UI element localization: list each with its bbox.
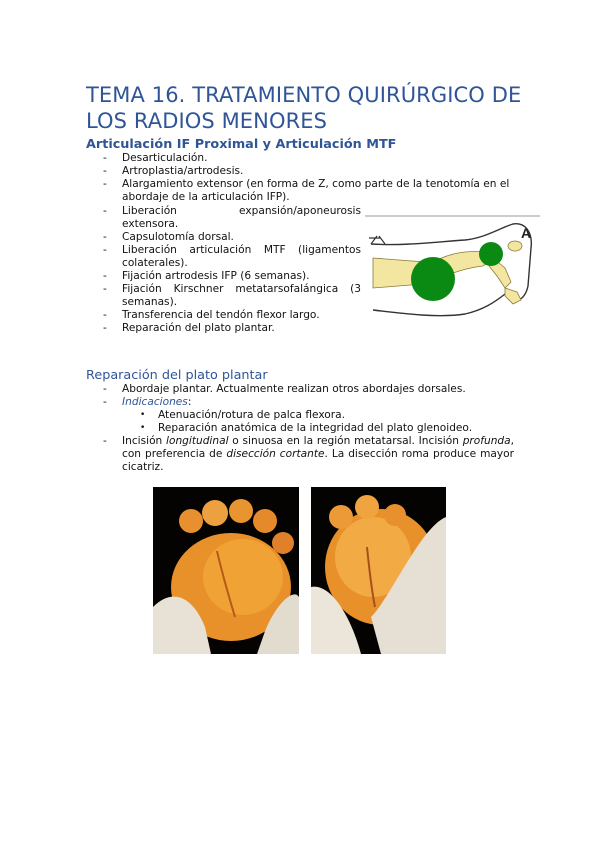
list-item: • Atenuación/rotura de palca flexora.	[140, 409, 345, 421]
list-item: - Artroplastia/artrodesis.	[103, 165, 244, 177]
page-title: TEMA 16. TRATAMIENTO QUIRÚRGICO DE LOS RADIOS MENORES	[86, 83, 522, 133]
figure-label: A	[521, 225, 532, 241]
list-item: - Fijación Kirschner metatarsofalángica (3 semanas).	[103, 283, 361, 308]
procedures-list	[86, 152, 514, 204]
list-item: - Fijación artrodesis IFP (6 semanas).	[103, 270, 310, 282]
list-item: - Capsulotomía dorsal.	[103, 231, 234, 243]
list-item: • Reparación anatómica de la integridad del plato glenoideo.	[140, 422, 473, 434]
surgical-photo-right	[311, 487, 446, 654]
procedures-list-narrow	[86, 205, 361, 335]
list-item: - Transferencia del tendón flexor largo.	[103, 309, 320, 321]
list-item: - Liberación articulación MTF (ligamentos colaterales).	[103, 244, 361, 269]
list-item: - Alargamiento extensor (en forma de Z, como parte de la tenotomía en el abordaje de la articulación IFP).	[103, 178, 510, 203]
mtf-joint-marker	[411, 257, 455, 301]
list-item: - Indicaciones: • Atenuación/rotura de palca flexora. • Reparación anatómica de la integridad del plato glenoideo.	[86, 396, 514, 435]
section-heading-plato-plantar: Reparación del plato plantar	[86, 368, 268, 383]
plantar-plate-list	[86, 383, 514, 474]
list-item: - Liberación expansión/aponeurosis extensora.	[103, 205, 361, 230]
surgical-photo-left	[153, 487, 299, 654]
section-heading-if-mtf: Articulación IF Proximal y Articulación MTF	[86, 137, 397, 152]
list-item: - Incisión longitudinal o sinuosa en la región metatarsal. Incisión profunda, con preferencia de disección cortante. La disección roma produce mayor cicatriz.	[103, 435, 514, 473]
list-item: - Desarticulación.	[103, 152, 208, 164]
indications-sublist	[122, 409, 514, 435]
ifp-joint-marker	[479, 242, 503, 266]
list-item: - Reparación del plato plantar.	[103, 322, 275, 334]
surgical-photos	[153, 487, 446, 654]
toe-joint-diagram	[365, 214, 540, 330]
list-item: - Abordaje plantar. Actualmente realizan otros abordajes dorsales.	[103, 383, 466, 395]
